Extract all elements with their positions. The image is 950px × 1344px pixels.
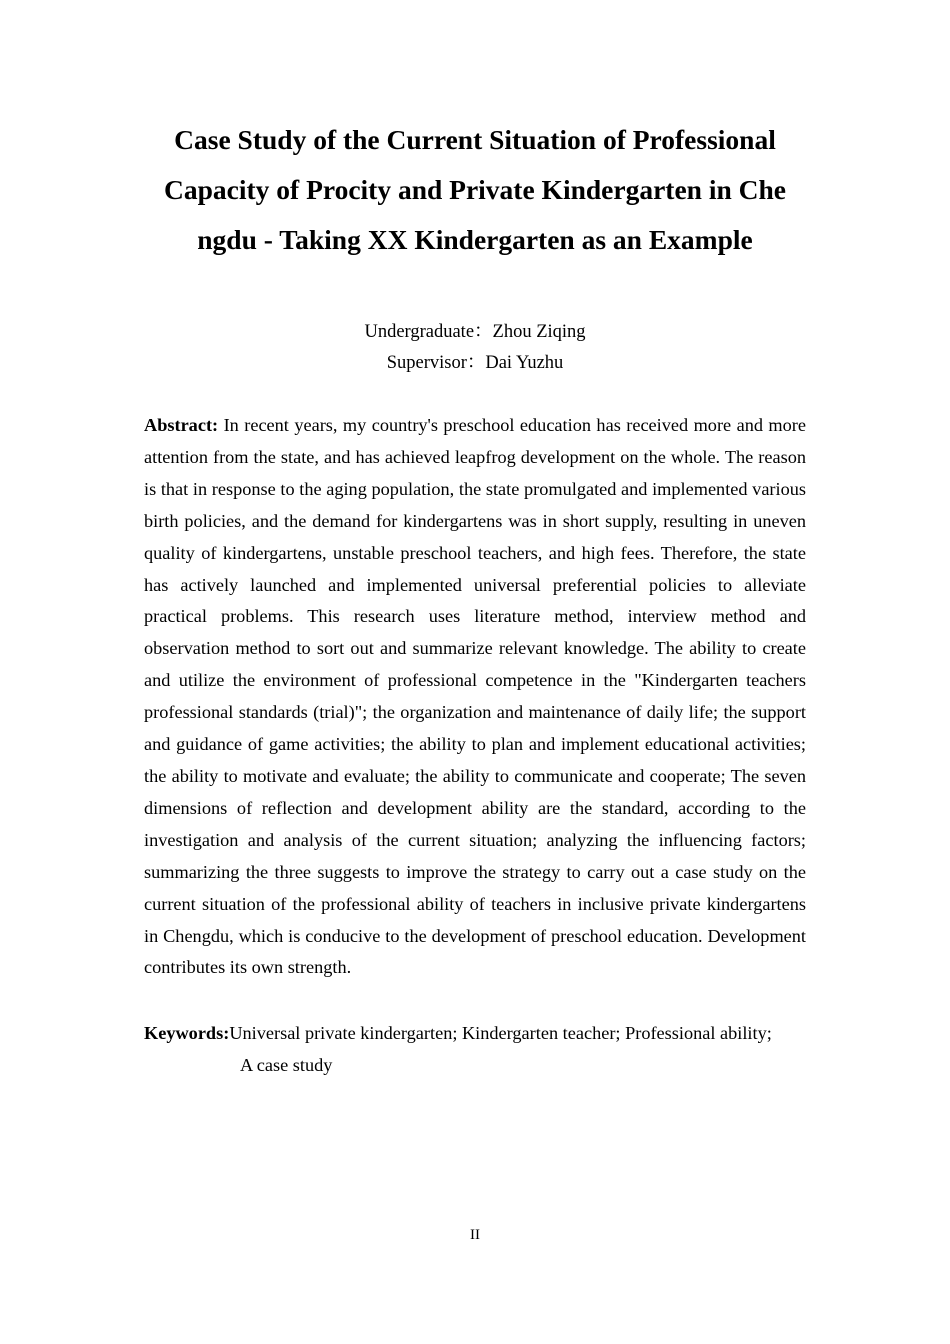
undergraduate-line: Undergraduate：Zhou Ziqing: [364, 322, 586, 342]
keywords-paragraph: [144, 1017, 814, 1081]
abstract-text: In recent years, my country's preschool education has received more and more attention from the state, and has achieved leapfrog development on the whole. The reason is that in response to the aging population, the state promulgated and implemented various birth policies, and the demand for kindergartens was in short supply, resulting in uneven quality of kindergartens, unstable preschool teachers, and high fees. Therefore, the state has actively launched and implemented universal preferential policies to alleviate practical problems. This research uses literature method, interview method and observation method to sort out and summarize relevant knowledge. The ability to create and utilize the environment of professional competence in the "Kindergarten teachers professional standards (trial)"; the organization and maintenance of daily life; the support and guidance of game activities; the ability to plan and implement educational activities; the ability to motivate and evaluate; the ability to communicate and cooperate; The seven dimensions of reflection and development ability are the standard, according to the investigation and analysis of the current situation; analyzing the influencing factors; summarizing the three suggests to improve the strategy to carry out a case study on the current situation of the professional ability of teachers in inclusive private kindergartens in Chengdu, which is conducive to the development of preschool education. Development contributes its own strength.: [144, 415, 806, 978]
page-number: II: [470, 1227, 480, 1243]
keywords-label: Keywords:: [144, 1023, 230, 1043]
supervisor-line: Supervisor：Dai Yuzhu: [386, 353, 564, 373]
keywords-line-1: Universal private kindergarten; Kindergarten teacher; Professional ability;: [229, 1023, 772, 1043]
abstract-paragraph: [144, 410, 806, 984]
title-line-2: Capacity of Procity and Private Kindergarten in Che: [164, 174, 786, 205]
keywords-line-2: A case study: [240, 1055, 333, 1075]
abstract-label: Abstract:: [144, 415, 219, 435]
author-block: [0, 317, 950, 379]
title-line-3: ngdu - Taking XX Kindergarten as an Example: [197, 224, 753, 255]
title-line-1: Case Study of the Current Situation of Professional: [174, 124, 776, 155]
paper-title: [140, 115, 810, 265]
